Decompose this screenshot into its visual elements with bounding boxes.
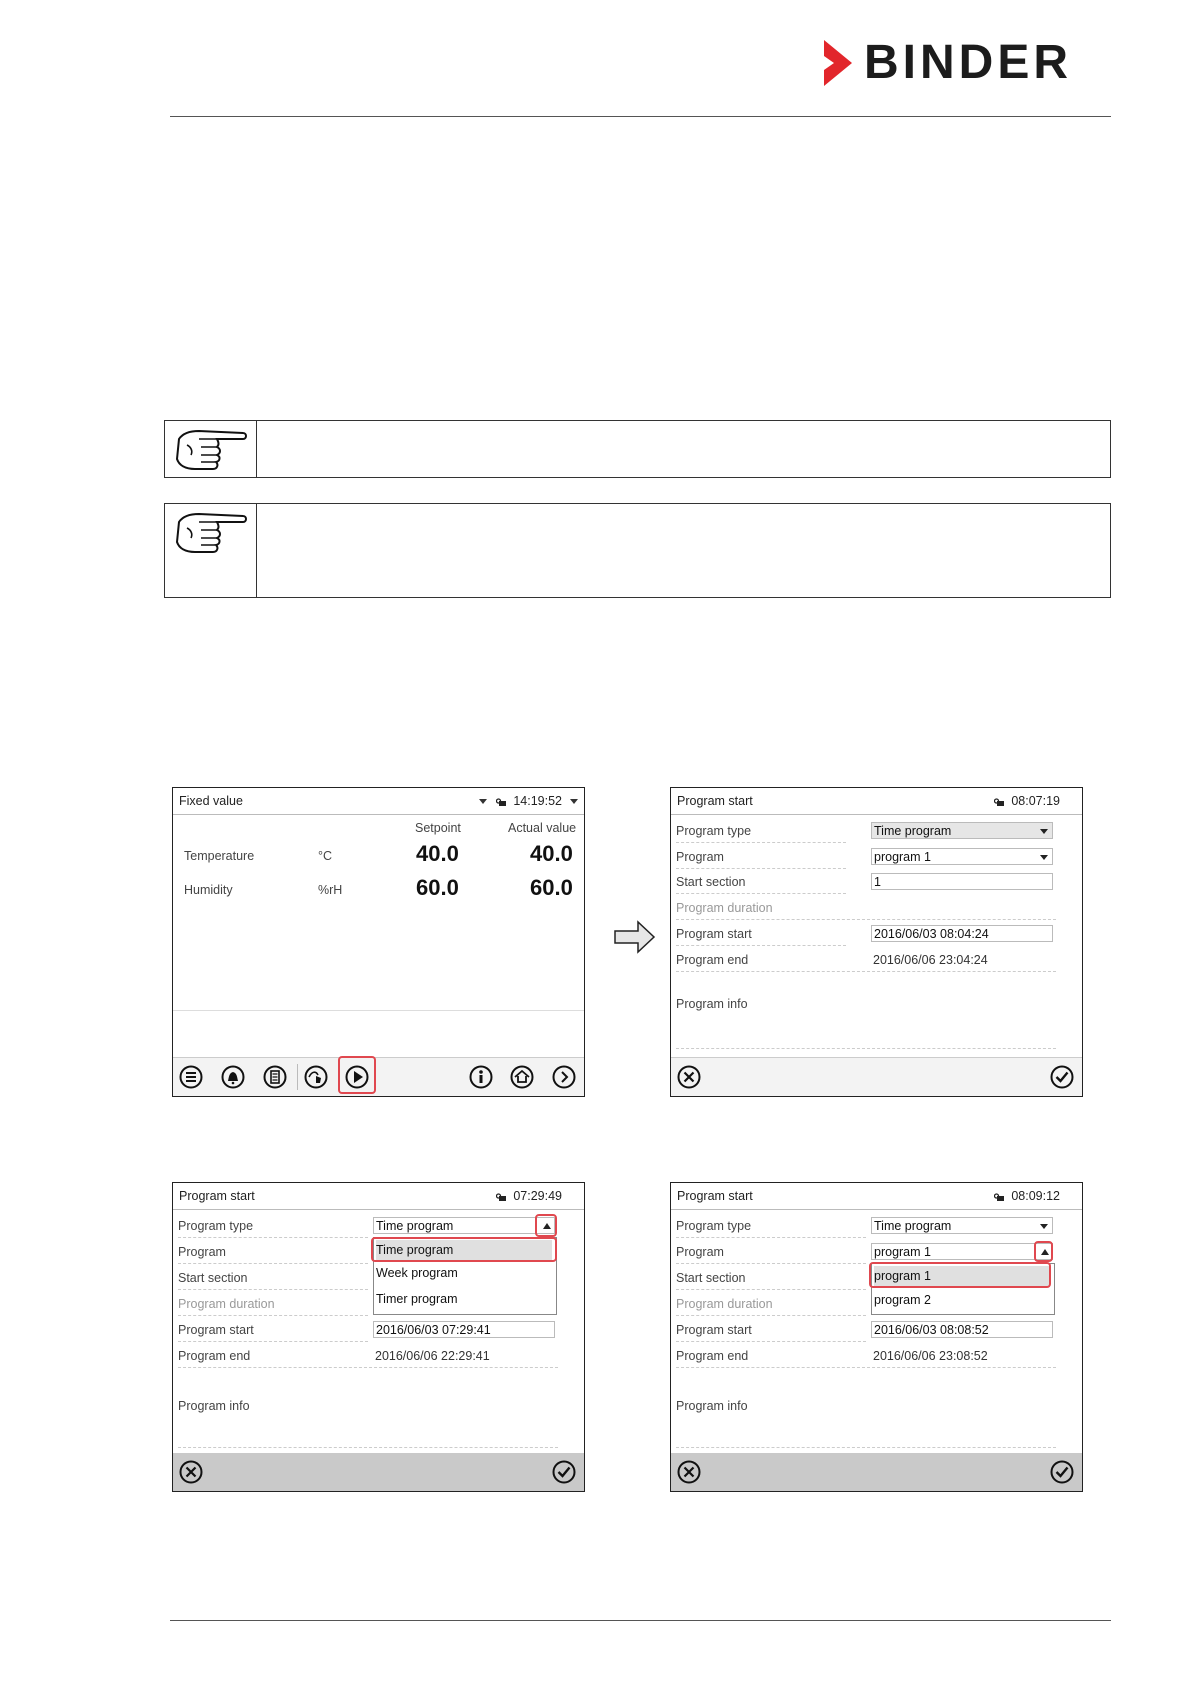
option-timer-program[interactable]: Timer program [376,1292,458,1306]
highlight-selected-option [371,1237,557,1262]
program-end-label: Program end [676,953,749,967]
title-divider [173,1209,584,1210]
lock-icon [994,1192,1004,1201]
temperature-setpoint[interactable]: 40.0 [416,841,459,866]
humidity-unit: %rH [318,883,343,897]
screen-fixed-value [172,787,585,1097]
program-duration-label: Program duration [676,901,773,915]
chevron-down-icon[interactable] [570,799,578,804]
program-info-label: Program info [178,1399,250,1413]
screen-program-type-dropdown [172,1182,585,1492]
row-divider [676,1341,866,1342]
row-divider [676,1263,866,1264]
lock-icon [994,797,1004,806]
cancel-icon[interactable] [677,1065,701,1089]
option-week-program[interactable]: Week program [376,1266,458,1280]
screen-title: Program start [179,1189,255,1203]
temperature-actual: 40.0 [530,841,573,866]
highlight-program-start-button [338,1056,376,1094]
program-start-label: Program start [676,927,752,941]
header-rule [170,116,1111,117]
start-section-label: Start section [178,1271,248,1285]
program-start-label: Program start [676,1323,752,1337]
row-divider [676,919,1056,920]
start-section-label: Start section [676,875,746,889]
program-type-label: Program type [676,1219,752,1233]
button-bar [671,1057,1082,1096]
program-end-label: Program end [178,1349,251,1363]
row-divider [676,1367,1056,1368]
program-select[interactable] [871,848,1053,865]
confirm-icon[interactable] [1050,1065,1074,1089]
clock-time: 08:09:12 [1011,1189,1060,1203]
screen-title: Fixed value [179,794,243,808]
start-section-input[interactable] [871,873,1053,890]
program-duration-label: Program duration [178,1297,275,1311]
program-end-value: 2016/06/06 22:29:41 [375,1349,490,1363]
next-icon[interactable] [552,1065,576,1089]
program-type-select[interactable] [373,1217,555,1234]
info-icon[interactable] [469,1065,493,1089]
pointing-hand-icon [173,508,251,558]
row-divider [178,1237,368,1238]
program-start-label: Program start [178,1323,254,1337]
program-start-value: 2016/06/03 08:08:52 [874,1323,989,1337]
highlight-dropdown-toggle [535,1214,557,1237]
option-program-1[interactable]: program 1 [874,1266,1050,1286]
screen-title: Program start [677,1189,753,1203]
screen-program-start [670,787,1083,1097]
row-divider [676,1237,866,1238]
highlight-selected-option [869,1262,1051,1288]
setpoint-header: Setpoint [415,821,461,835]
program-end-label: Program end [676,1349,749,1363]
program-type-value: Time program [874,1219,952,1233]
row-divider [676,1447,1056,1448]
program-type-value: Time program [376,1219,454,1233]
program-start-input[interactable] [373,1321,555,1338]
row-divider [676,1315,866,1316]
row-divider [178,1315,368,1316]
program-type-select[interactable] [871,1217,1053,1234]
program-info-label: Program info [676,997,748,1011]
temperature-label: Temperature [184,849,255,863]
note-hand-cell [165,421,257,477]
confirm-icon[interactable] [552,1460,576,1484]
chevron-down-icon[interactable] [479,799,487,804]
row-divider [178,1263,368,1264]
clock-time: 08:07:19 [1011,794,1060,808]
lock-icon [496,797,506,806]
binder-logo: BINDER [822,40,1112,86]
row-divider [676,971,1056,972]
footer-rule [170,1620,1111,1621]
event-list-icon[interactable] [263,1065,287,1089]
cancel-icon[interactable] [677,1460,701,1484]
program-start-value: 2016/06/03 08:04:24 [874,927,989,941]
program-end-value: 2016/06/06 23:08:52 [873,1349,988,1363]
program-type-label: Program type [676,824,752,838]
pointing-hand-icon [173,425,251,475]
program-label: Program [676,1245,724,1259]
program-start-value: 2016/06/03 07:29:41 [376,1323,491,1337]
humidity-setpoint[interactable]: 60.0 [416,875,459,900]
title-divider [671,1209,1082,1210]
screen-program-dropdown [670,1182,1083,1492]
separator [297,1064,298,1090]
alarm-icon[interactable] [221,1065,245,1089]
row-divider [676,868,846,869]
program-value: program 1 [874,1245,931,1259]
program-type-value: Time program [874,824,952,838]
right-arrow-icon [614,920,656,954]
title-divider [173,814,584,815]
row-divider [178,1289,368,1290]
chevron-down-icon [1040,855,1048,860]
button-bar [671,1453,1082,1491]
confirm-icon[interactable] [1050,1460,1074,1484]
program-label: Program [178,1245,226,1259]
button-bar [173,1453,584,1491]
row-divider [676,945,846,946]
status-divider [173,1010,584,1011]
logo-mark-icon [822,40,856,86]
chevron-down-icon [1040,829,1048,834]
button-bar [173,1057,584,1096]
row-divider [676,1289,866,1290]
row-divider [676,1048,1056,1049]
note-hand-cell [165,504,257,597]
manual-mode-icon[interactable] [304,1065,328,1089]
screen-title: Program start [677,794,753,808]
start-section-label: Start section [676,1271,746,1285]
row-divider [178,1447,558,1448]
cancel-icon[interactable] [179,1460,203,1484]
option-program-2[interactable]: program 2 [874,1293,931,1307]
lock-icon [496,1192,506,1201]
program-info-label: Program info [676,1399,748,1413]
program-type-select[interactable] [871,822,1053,839]
program-value: program 1 [874,850,931,864]
clock-time: 07:29:49 [513,1189,562,1203]
title-divider [671,814,1082,815]
note-box-2 [164,503,1111,598]
program-duration-label: Program duration [676,1297,773,1311]
humidity-label: Humidity [184,883,233,897]
program-end-value: 2016/06/06 23:04:24 [873,953,988,967]
program-start-input[interactable] [871,925,1053,942]
row-divider [178,1367,558,1368]
temperature-unit: °C [318,849,333,863]
option-time-program[interactable]: Time program [376,1240,552,1260]
row-divider [676,842,846,843]
program-type-label: Program type [178,1219,254,1233]
program-label: Program [676,850,724,864]
start-section-value: 1 [874,875,881,889]
row-divider [178,1341,368,1342]
program-select[interactable] [871,1243,1053,1260]
note-box-1 [164,420,1111,478]
highlight-dropdown-toggle [1034,1241,1053,1262]
home-icon[interactable] [510,1065,534,1089]
humidity-actual: 60.0 [530,875,573,900]
row-divider [676,893,846,894]
program-start-input[interactable] [871,1321,1053,1338]
chevron-down-icon [1040,1224,1048,1229]
menu-icon[interactable] [179,1065,203,1089]
actual-value-header: Actual value [508,821,577,835]
clock-time: 14:19:52 [513,794,562,808]
